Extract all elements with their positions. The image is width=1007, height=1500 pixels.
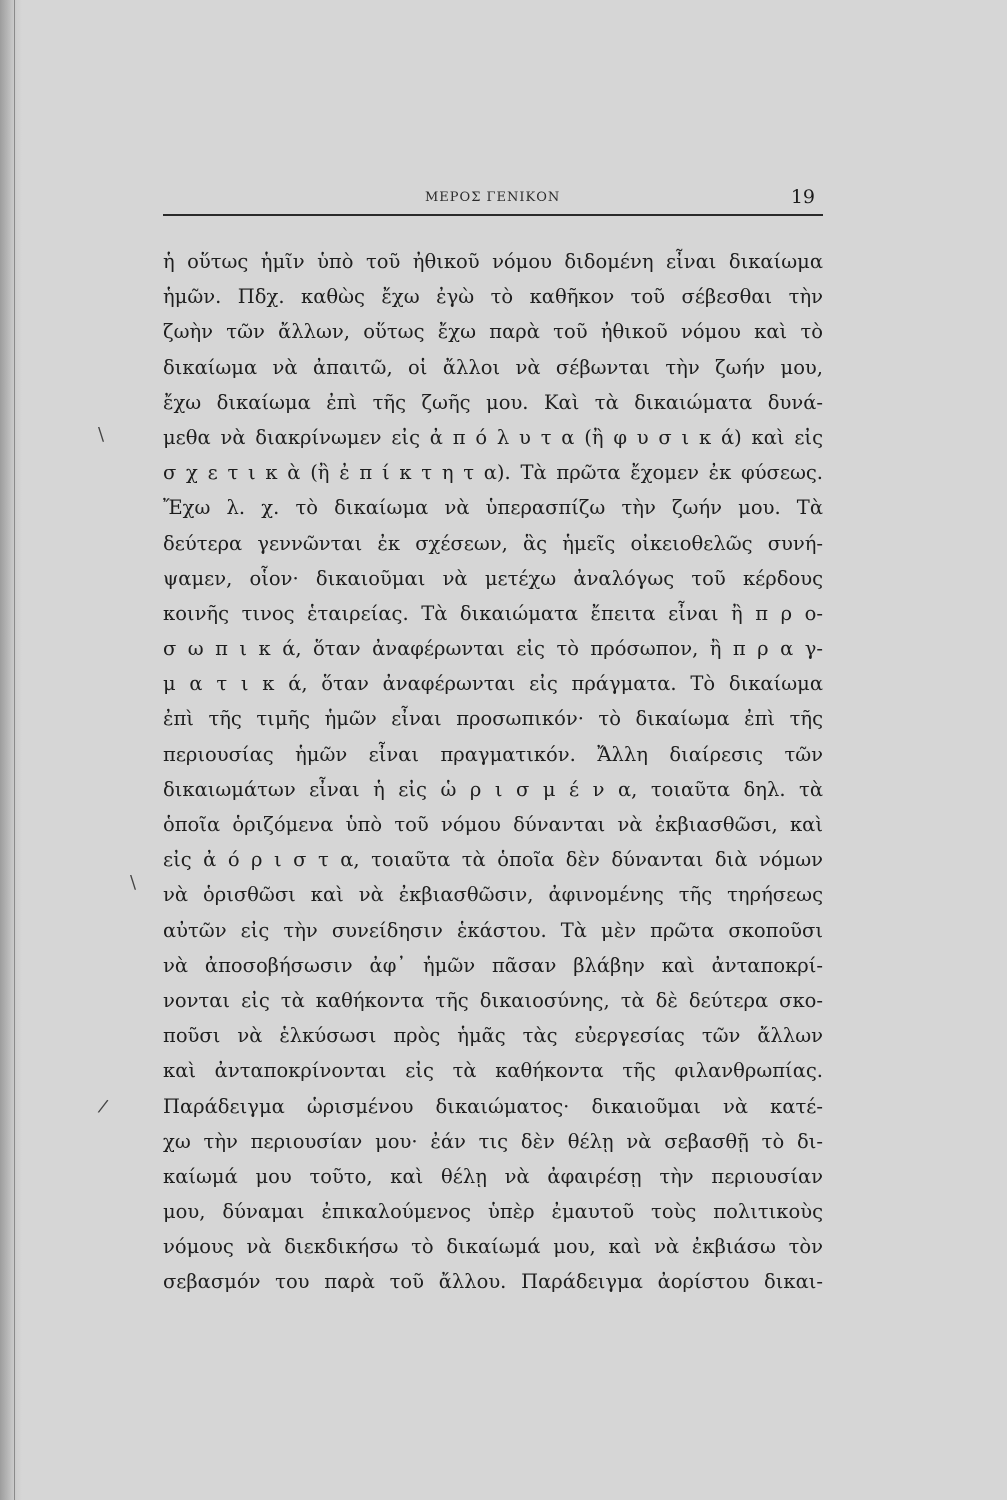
text-line: νὰ ὁρισθῶσι καὶ νὰ ἐκβιασθῶσιν, ἀφινομένης τῆς τηρήσεως bbox=[163, 883, 823, 907]
text-line: ζωὴν τῶν ἄλλων, οὕτως ἔχω παρὰ τοῦ ἠθικοῦ νόμου καὶ τὸ bbox=[163, 320, 823, 344]
text-line: δικαίωμα νὰ ἀπαιτῶ, οἱ ἄλλοι νὰ σέβωνται τὴν ζωήν μου, bbox=[163, 355, 823, 379]
text-line: σεβασμόν του παρὰ τοῦ ἄλλου. Παράδειγμα ἀορίστου δικαι- bbox=[163, 1270, 823, 1294]
text-line: ἡ οὕτως ἡμῖν ὑπὸ τοῦ ἠθικοῦ νόμου διδομένη εἶναι δικαίωμα bbox=[163, 250, 823, 273]
text-line: ἡμῶν. Πδχ. καθὼς ἔχω ἐγὼ τὸ καθῆκον τοῦ σέβεσθαι τὴν bbox=[163, 285, 823, 309]
text-line: καὶ ἀνταποκρίνονται εἰς τὰ καθήκοντα τῆς φιλανθρωπίας. bbox=[163, 1059, 823, 1083]
text-line: κοινῆς τινος ἑταιρείας. Τὰ δικαιώματα ἔπειτα εἶναι ἢ π ρ ο- bbox=[163, 601, 823, 625]
text-line: σ ω π ι κ ά, ὅταν ἀναφέρωνται εἰς τὸ πρόσωπον, ἢ π ρ α γ- bbox=[163, 637, 823, 661]
text-line: νόμους νὰ διεκδικήσω τὸ δικαίωμά μου, καὶ νὰ ἐκβιάσω τὸν bbox=[163, 1235, 823, 1259]
text-line: Ἔχω λ. χ. τὸ δικαίωμα νὰ ὑπερασπίζω τὴν ζωήν μου. Τὰ bbox=[163, 496, 823, 520]
text-line: ἐπὶ τῆς τιμῆς ἡμῶν εἶναι προσωπικόν· τὸ δικαίωμα ἐπὶ τῆς bbox=[163, 707, 823, 731]
page-number: 19 bbox=[790, 186, 815, 208]
text-line: νὰ ἀποσοβήσωσιν ἀφ᾽ ἡμῶν πᾶσαν βλάβην καὶ ἀνταποκρί- bbox=[163, 953, 823, 977]
body-paragraph bbox=[163, 244, 823, 1300]
margin-mark: \ bbox=[98, 424, 105, 445]
text-line: ψαμεν, οἷον· δικαιοῦμαι νὰ μετέχω ἀναλόγως τοῦ κέρδους bbox=[163, 566, 823, 590]
text-line: ποῦσι νὰ ἑλκύσωσι πρὸς ἡμᾶς τὰς εὐεργεσίας τῶν ἄλλων bbox=[163, 1024, 823, 1048]
text-line: μεθα νὰ διακρίνωμεν εἰς ἀ π ό λ υ τ α (ἢ φ υ σ ι κ ά) καὶ εἰς bbox=[163, 425, 823, 449]
text-line: εἰς ἀ ό ρ ι σ τ α, τοιαῦτα τὰ ὁποῖα δὲν δύνανται διὰ νόμων bbox=[163, 848, 823, 872]
text-line: νονται εἰς τὰ καθήκοντα τῆς δικαιοσύνης, τὰ δὲ δεύτερα σκο- bbox=[163, 988, 823, 1012]
text-line: αὐτῶν εἰς τὴν συνείδησιν ἑκάστου. Τὰ μὲν πρῶτα σκοποῦσι bbox=[163, 918, 823, 942]
page-gutter-shadow bbox=[0, 0, 22, 1500]
margin-mark: \ bbox=[130, 872, 137, 893]
text-line: ἔχω δικαίωμα ἐπὶ τῆς ζωῆς μου. Καὶ τὰ δικαιώματα δυνά- bbox=[163, 390, 823, 414]
header-title: ΜΕΡΟΣ ΓΕΝΙΚΟΝ bbox=[425, 190, 561, 205]
running-header bbox=[163, 186, 823, 216]
text-line: δικαιωμάτων εἶναι ἡ εἰς ὡ ρ ι σ μ έ ν α, τοιαῦτα δηλ. τὰ bbox=[163, 777, 823, 801]
page-edge-line bbox=[14, 0, 15, 1500]
header-rule bbox=[163, 214, 823, 216]
text-line: περιουσίας ἡμῶν εἶναι πραγματικόν. Ἄλλη διαίρεσις τῶν bbox=[163, 742, 823, 766]
text-line: σ χ ε τ ι κ ὰ (ἢ ἐ π ί κ τ η τ α). Τὰ πρῶτα ἔχομεν ἐκ φύσεως. bbox=[163, 461, 823, 485]
text-line: δεύτερα γεννῶνται ἐκ σχέσεων, ἃς ἡμεῖς οἰκειοθελῶς συνή- bbox=[163, 531, 823, 555]
text-line: καίωμά μου τοῦτο, καὶ θέλῃ νὰ ἀφαιρέσῃ τὴν περιουσίαν bbox=[163, 1164, 823, 1188]
text-line: χω τὴν περιουσίαν μου· ἐάν τις δὲν θέλῃ νὰ σεβασθῇ τὸ δι- bbox=[163, 1129, 823, 1153]
text-line: μ α τ ι κ ά, ὅταν ἀναφέρωνται εἰς πράγματα. Τὸ δικαίωμα bbox=[163, 672, 823, 696]
text-line: Παράδειγμα ὡρισμένου δικαιώματος· δικαιοῦμαι νὰ κατέ- bbox=[163, 1094, 823, 1118]
text-line: μου, δύναμαι ἐπικαλούμενος ὑπὲρ ἐμαυτοῦ τοὺς πολιτικοὺς bbox=[163, 1200, 823, 1224]
margin-mark: / bbox=[96, 1095, 110, 1118]
text-line: ὁποῖα ὁριζόμενα ὑπὸ τοῦ νόμου δύνανται νὰ ἐκβιασθῶσι, καὶ bbox=[163, 813, 823, 836]
